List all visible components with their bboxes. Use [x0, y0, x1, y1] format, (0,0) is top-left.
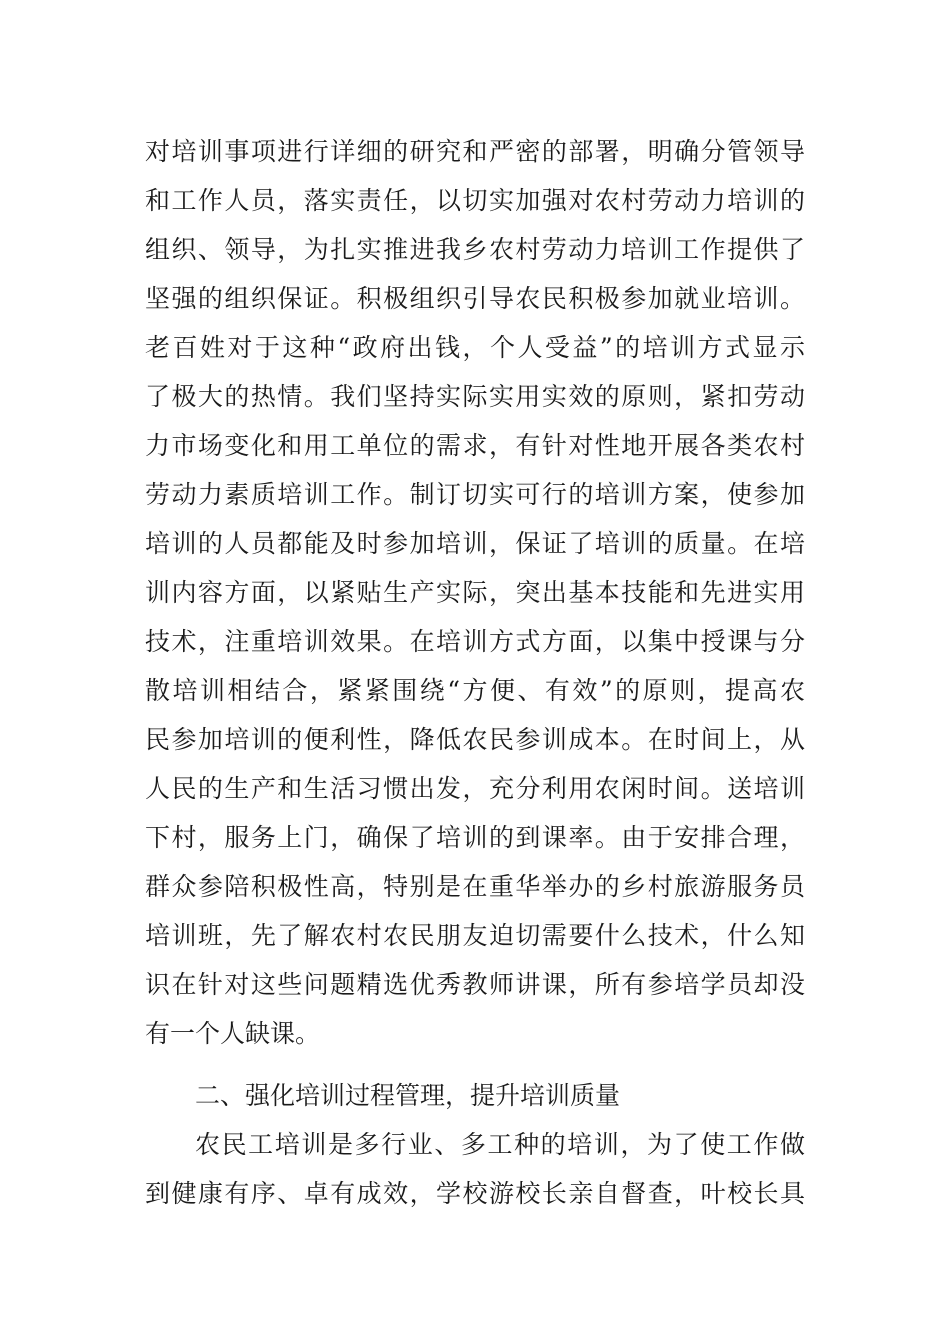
- text-line: 训内容方面，以紧贴生产实际，突出基本技能和先进实用: [145, 578, 805, 607]
- text-line: 和工作人员，落实责任，以切实加强对农村劳动力培训的: [145, 186, 805, 215]
- text-line: 坚强的组织保证。积极组织引导农民积极参加就业培训。: [145, 284, 805, 313]
- text-line: 有一个人缺课。: [145, 1019, 321, 1048]
- text-line: 识在针对这些问题精选优秀教师讲课，所有参培学员却没: [145, 970, 805, 999]
- text-line: 劳动力素质培训工作。制订切实可行的培训方案，使参加: [145, 480, 805, 509]
- text-line: 组织、领导，为扎实推进我乡农村劳动力培训工作提供了: [145, 235, 805, 264]
- text-line: 了极大的热情。我们坚持实际实用实效的原则，紧扣劳动: [145, 382, 805, 411]
- text-line: 技术，注重培训效果。在培训方式方面，以集中授课与分: [145, 627, 805, 656]
- text-line: 培训的人员都能及时参加培训，保证了培训的质量。在培: [145, 529, 805, 558]
- text-line: 力市场变化和用工单位的需求，有针对性地开展各类农村: [145, 431, 805, 460]
- text-line: 农民工培训是多行业、多工种的培训，为了使工作做: [195, 1130, 805, 1159]
- text-line: 培训班，先了解农村农民朋友迫切需要什么技术，什么知: [145, 921, 805, 950]
- text-line: 对培训事项进行详细的研究和严密的部署，明确分管领导: [145, 137, 805, 166]
- text-line: 散培训相结合，紧紧围绕“方便、有效”的原则，提高农: [145, 676, 805, 705]
- text-line: 人民的生产和生活习惯出发，充分利用农闲时间。送培训: [145, 774, 805, 803]
- text-line: 群众参陪积极性高，特别是在重华举办的乡村旅游服务员: [145, 872, 805, 901]
- text-line: 到健康有序、卓有成效，学校游校长亲自督查，叶校长具: [145, 1179, 805, 1208]
- text-line: 下村，服务上门，确保了培训的到课率。由于安排合理，: [145, 823, 805, 852]
- text-line: 老百姓对于这种“政府出钱，个人受益”的培训方式显示: [145, 333, 805, 362]
- section-heading: 二、强化培训过程管理，提升培训质量: [195, 1081, 621, 1110]
- text-line: 民参加培训的便利性，降低农民参训成本。在时间上，从: [145, 725, 805, 754]
